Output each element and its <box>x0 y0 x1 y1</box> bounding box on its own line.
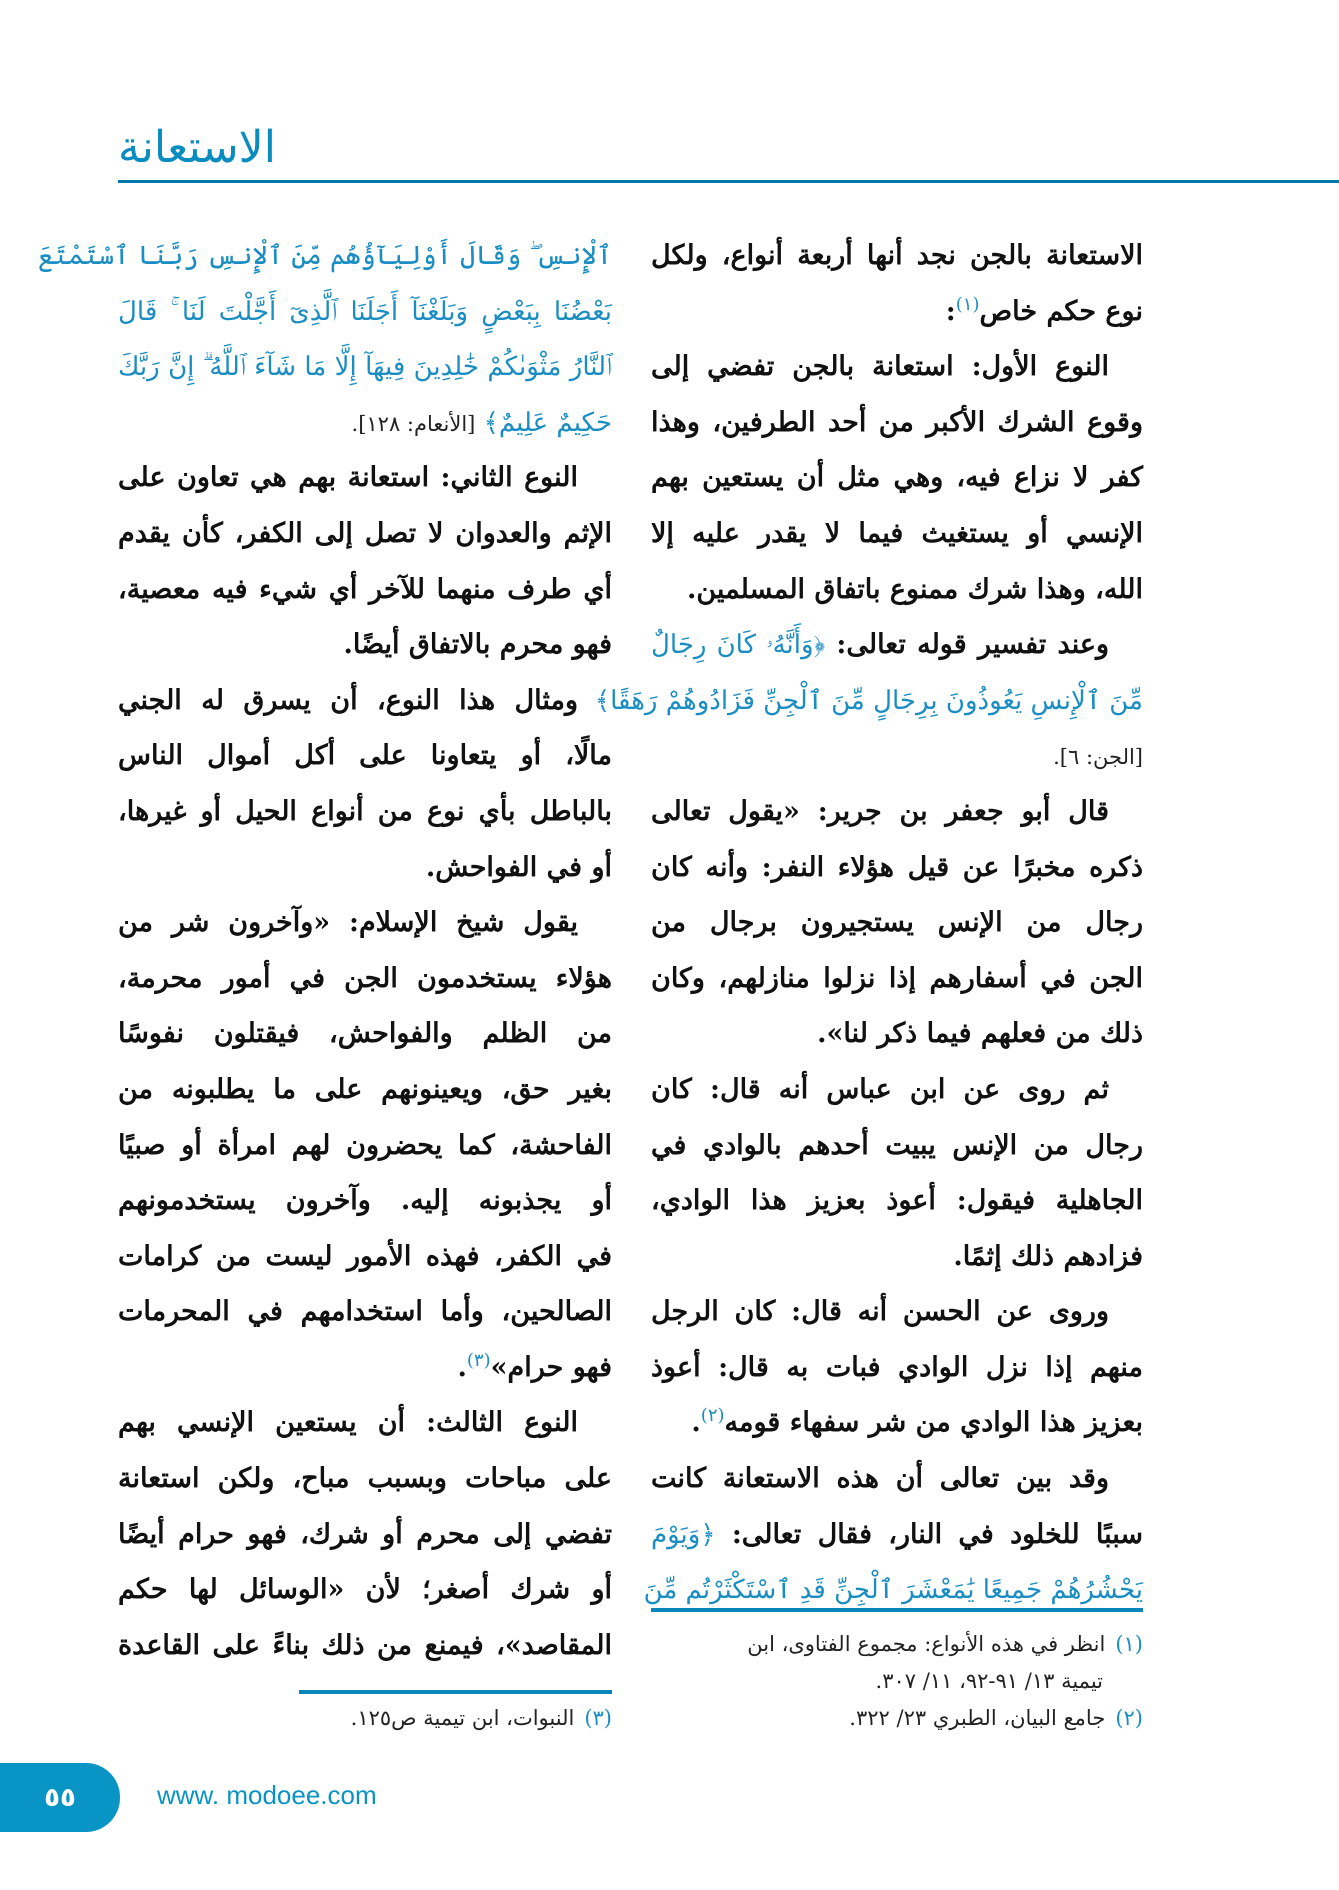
body-text: النوع الثالث: أن يستعين الإنسي بهم <box>118 1407 578 1439</box>
text-line <box>651 1451 1143 1507</box>
footnote-number: (١) <box>1115 1632 1143 1656</box>
body-text: ومثال هذا النوع، أن يسرق له الجني <box>118 684 578 716</box>
body-text: رجال من الإنس يستجيرون برجال من <box>651 907 1143 939</box>
body-text: ذلك من فعلهم فيما ذكر لنا». <box>817 1018 1143 1050</box>
body-text: بالباطل بأي نوع من أنواع الحيل أو غيرها، <box>118 795 612 827</box>
body-text: منهم إذا نزل الوادي فبات به قال: أعوذ <box>651 1351 1143 1383</box>
text-line <box>651 395 1143 451</box>
text-line <box>118 506 612 562</box>
text-line <box>651 895 1143 951</box>
text-line <box>118 1395 612 1451</box>
footnote-separator-right <box>651 1608 1143 1612</box>
text-line <box>651 951 1143 1007</box>
text-line <box>651 840 1143 896</box>
text-line <box>651 450 1143 506</box>
body-text: فهو حرام» <box>490 1351 612 1383</box>
body-text: ذكره مخبرًا عن قيل هؤلاء النفر: وأنه كان <box>651 851 1143 883</box>
body-text: الصالحين، وأما استخدامهم في المحرمات <box>118 1296 612 1328</box>
body-text: الجاهلية فيقول: أعوذ بعزيز هذا الوادي، <box>651 1185 1143 1217</box>
footnote-2 <box>651 1700 1143 1737</box>
text-line <box>651 1062 1143 1118</box>
page-number: ٥٥ <box>44 1782 76 1813</box>
text-line <box>651 1395 1143 1451</box>
body-text: وقوع الشرك الأكبر من أحد الطرفين، وهذا <box>651 406 1143 438</box>
text-line <box>118 1507 612 1563</box>
footnote-text: انظر في هذه الأنواع: مجموع الفتاوى، ابن <box>747 1632 1106 1656</box>
body-text: الإثم والعدوان لا تصل إلى الكفر، كأن يقدم <box>118 517 612 549</box>
chapter-title: الاستعانة <box>118 122 276 173</box>
body-text: الله، وهذا شرك ممنوع باتفاق المسلمين. <box>686 573 1143 605</box>
body-text: النوع الثاني: استعانة بهم هي تعاون على <box>118 462 578 494</box>
body-text: مالًا، أو يتعاونا على أكل أموال الناس <box>118 740 612 772</box>
body-text: كفر لا نزاع فيه، وهي مثل أن يستعين بهم <box>651 462 1143 494</box>
text-line <box>118 1229 612 1285</box>
footnote-separator-left <box>299 1690 612 1694</box>
body-text: بغير حق، ويعينونهم على ما يطلبونه من <box>118 1073 612 1105</box>
body-text: فهو محرم بالاتفاق أيضًا. <box>343 629 612 661</box>
text-line <box>118 284 612 340</box>
text-line <box>651 1284 1143 1340</box>
body-text: أو في الفواحش. <box>425 851 612 883</box>
footnote-marker[interactable]: (٢) <box>700 1405 725 1427</box>
text-line <box>118 784 612 840</box>
quran-verse: مِّنَ ٱلْإِنسِ يَعُوذُونَ بِرِجَالٍ مِّنَ ٱلْجِنِّ فَزَادُوهُمْ رَهَقًا﴾ <box>594 685 1143 716</box>
body-text: النوع الأول: استعانة بالجن تفضي إلى <box>651 351 1109 383</box>
body-text: في الكفر، فهذه الأمور ليست من كرامات <box>118 1240 612 1272</box>
body-text: أي طرف منهما للآخر أي شيء فيه معصية، <box>118 573 612 605</box>
text-line <box>118 895 612 951</box>
footnote-3 <box>118 1700 612 1737</box>
quran-verse: يَحْشُرُهُمْ جَمِيعًا يَٰمَعْشَرَ ٱلْجِنِّ قَدِ ٱسْتَكْثَرْتُم مِّنَ <box>643 1575 1143 1606</box>
body-text: هؤلاء يستخدمون الجن في أمور محرمة، <box>118 962 612 994</box>
text-line <box>651 228 1143 284</box>
quran-verse: ٱلْإِنسِ ۖ وَقَالَ أَوْلِيَآؤُهُم مِّنَ ٱلْإِنسِ رَبَّنَا ٱسْتَمْتَعَ <box>37 241 612 271</box>
quran-verse: بَعْضُنَا بِبَعْضٍ وَبَلَغْنَآ أَجَلَنَا ٱلَّذِىٓ أَجَّلْتَ لَنَا ۚ قَالَ <box>118 296 612 327</box>
text-line <box>118 1173 612 1229</box>
text-line <box>651 506 1143 562</box>
body-text: المقاصد»، فيمنع من ذلك بناءً على القاعدة <box>118 1629 612 1661</box>
body-text: الإنسي أو يستغيث فيما لا يقدر عليه إلا <box>651 517 1143 549</box>
text-line <box>651 1340 1143 1396</box>
footnote-text: جامع البيان، الطبري ٢٣/ ٣٢٢. <box>849 1706 1106 1730</box>
body-text: قال أبو جعفر بن جرير: «يقول تعالى <box>651 795 1109 827</box>
body-text: الفاحشة، كما يحضرون لهم امرأة أو صبيًا <box>118 1129 612 1161</box>
quran-verse: ٱلنَّارُ مَثْوَىٰكُمْ خَٰلِدِينَ فِيهَآ إِلَّا مَا شَآءَ ٱللَّهُ ۗ إِنَّ رَبَّكَ <box>118 352 612 383</box>
text-line <box>118 840 612 896</box>
quran-verse: حَكِيمٌ عَلِيمٌ﴾ <box>475 407 612 438</box>
body-text: الاستعانة بالجن نجد أنها أربعة أنواع، ولكل <box>651 240 1143 271</box>
text-line <box>651 1006 1143 1062</box>
text-line <box>37 228 612 284</box>
text-line <box>118 1284 612 1340</box>
footnote-number: (٣) <box>584 1706 612 1730</box>
text-line <box>118 951 612 1007</box>
body-text: وروى عن الحسن أنه قال: كان الرجل <box>651 1296 1109 1328</box>
text-line <box>594 673 1143 729</box>
body-text: بعزيز هذا الوادي من شر سفهاء قومه <box>724 1407 1143 1439</box>
footnote-text: النبوات، ابن تيمية ص١٢٥. <box>350 1706 575 1730</box>
text-line <box>651 784 1143 840</box>
text-line <box>118 1118 612 1174</box>
body-text: رجال من الإنس يبيت أحدهم بالوادي في <box>651 1129 1143 1161</box>
text-line <box>118 1062 612 1118</box>
body-text: أو شرك أصغر؛ لأن «الوسائل لها حكم <box>118 1574 612 1606</box>
website-link[interactable]: www. modoee.com <box>157 1780 377 1810</box>
footnote-marker[interactable]: (٣) <box>466 1349 491 1371</box>
text-line <box>118 617 612 673</box>
text-line <box>118 1340 612 1396</box>
quran-verse: ﴿وَيَوْمَ <box>651 1519 716 1550</box>
body-text: ثم روى عن ابن عباس أنه قال: كان <box>651 1073 1109 1105</box>
body-text: الجن في أسفارهم إذا نزلوا منازلهم، وكان <box>651 962 1143 994</box>
body-text: : <box>945 295 956 327</box>
text-line <box>651 339 1143 395</box>
header-divider <box>118 180 1339 183</box>
right-text-column <box>594 228 1143 1618</box>
footnote-text-continued: تيمية ١٣/ ٩١-٩٢، ١١/ ٣٠٧. <box>875 1669 1103 1693</box>
body-text: وقد بين تعالى أن هذه الاستعانة كانت <box>651 1463 1109 1495</box>
body-text: وعند تفسير قوله تعالى: <box>825 629 1109 661</box>
text-line <box>118 1618 612 1674</box>
body-text: من الظلم والفواحش، فيقتلون نفوسًا <box>118 1018 612 1050</box>
body-text: على مباحات وبسبب مباح، ولكن استعانة <box>118 1463 612 1495</box>
text-line <box>118 1562 612 1618</box>
text-line <box>118 673 612 729</box>
text-line <box>118 450 612 506</box>
body-text: يقول شيخ الإسلام: «وآخرون شر من <box>118 907 578 939</box>
body-text: نوع حكم خاص <box>979 295 1143 327</box>
body-text: تفضي إلى محرم أو شرك، فهو حرام أيضًا <box>118 1518 612 1550</box>
text-line <box>651 1118 1143 1174</box>
body-text: . <box>457 1351 467 1383</box>
left-text-column <box>37 228 612 1673</box>
text-line <box>118 339 612 395</box>
footnote-number: (٢) <box>1115 1706 1143 1730</box>
body-text: فزادهم ذلك إثمًا. <box>953 1240 1143 1272</box>
quran-verse: ﴿وَأَنَّهُۥ كَانَ رِجَالٌ <box>651 630 826 661</box>
body-text: . <box>691 1407 701 1439</box>
body-text: أو يجذبونه إليه. وآخرون يستخدمونهم <box>118 1185 612 1217</box>
footnotes-right <box>651 1626 1143 1737</box>
text-line <box>118 395 612 451</box>
page-number-tab <box>0 1763 120 1832</box>
text-line <box>651 617 1143 673</box>
verse-reference: [الجن: ٦]. <box>1053 745 1143 770</box>
text-line <box>651 1229 1143 1285</box>
text-line <box>651 284 1143 340</box>
footnote-marker[interactable]: (١) <box>955 293 980 315</box>
text-line <box>118 562 612 618</box>
footnotes-left <box>118 1700 612 1737</box>
text-line <box>651 728 1143 784</box>
text-line <box>651 562 1143 618</box>
footnote-1 <box>651 1626 1143 1700</box>
text-line <box>651 1173 1143 1229</box>
text-line <box>118 1451 612 1507</box>
text-line <box>118 1006 612 1062</box>
body-text: سببًا للخلود في النار، فقال تعالى: <box>715 1518 1143 1550</box>
text-line <box>118 728 612 784</box>
text-line <box>651 1507 1143 1563</box>
verse-reference: [الأنعام: ١٢٨]. <box>351 411 476 436</box>
